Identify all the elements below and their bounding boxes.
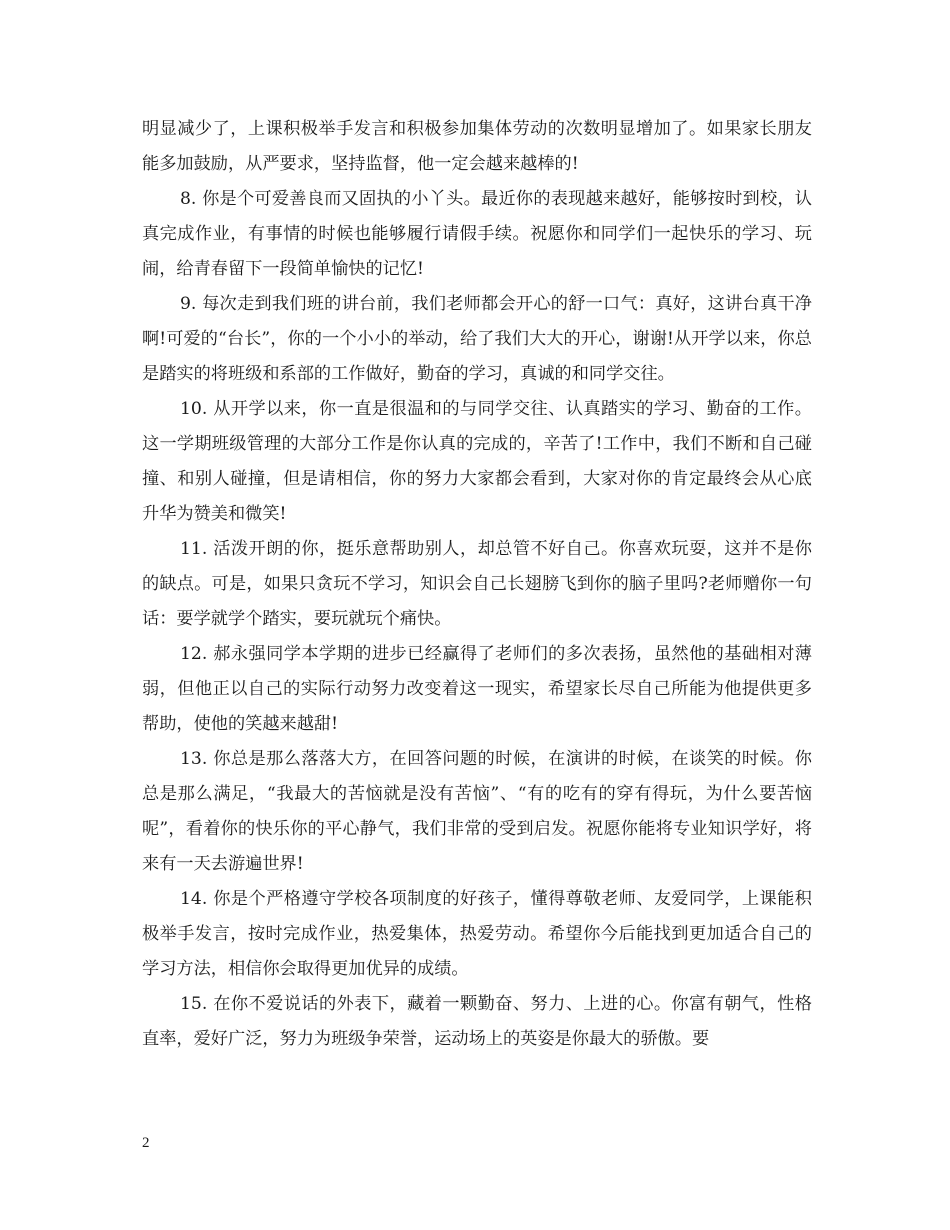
paragraph-comment-14: 14. 你是个严格遵守学校各项制度的好孩子，懂得尊敬老师、友爱同学，上课能积极举手发言，按时完成作业，热爱集体，热爱劳动。希望你今后能找到更加适合自己的学习方法，相信你会取得更加优异的成绩。 (142, 889, 812, 979)
paragraph-comment-8: 8. 你是个可爱善良而又固执的小丫头。最近你的表现越来越好，能够按时到校，认真完成作业，有事情的时候也能够履行请假手续。祝愿你和同学们一起快乐的学习、玩闹，给青春留下一段简单愉快的记忆! (142, 189, 812, 279)
paragraph-comment-9: 9. 每次走到我们班的讲台前，我们老师都会开心的舒一口气：真好，这讲台真干净啊!可爱的“台长”，你的一个小小的举动，给了我们大大的开心，谢谢!从开学以来，你总是踏实的将班级和系部的工作做好，勤奋的学习，真诚的和同学交往。 (142, 294, 812, 384)
page-number: 2 (142, 1135, 150, 1151)
paragraph-comment-15: 15. 在你不爱说话的外表下，藏着一颗勤奋、努力、上进的心。你富有朝气，性格直率，爱好广泛，努力为班级争荣誉，运动场上的英姿是你最大的骄傲。要 (142, 994, 812, 1049)
paragraph-comment-11: 11. 活泼开朗的你，挺乐意帮助别人，却总管不好自己。你喜欢玩耍，这并不是你的缺点。可是，如果只贪玩不学习，知识会自己长翅膀飞到你的脑子里吗?老师赠你一句话：要学就学个踏实，要玩就玩个痛快。 (142, 539, 812, 629)
paragraph-comment-10: 10. 从开学以来，你一直是很温和的与同学交往、认真踏实的学习、勤奋的工作。 这一学期班级管理的大部分工作是你认真的完成的，辛苦了!工作中，我们不断和自己碰撞、和别人碰撞，但是请相信，你的努力大家都会看到，大家对你的肯定最终会从心底升华为赞美和微笑! (142, 399, 812, 524)
document-body (142, 112, 812, 1057)
paragraph-continuation: 明显减少了，上课积极举手发言和积极参加集体劳动的次数明显增加了。如果家长朋友能多加鼓励，从严要求，坚持监督，他一定会越来越棒的! (142, 119, 812, 174)
paragraph-comment-12: 12. 郝永强同学本学期的进步已经赢得了老师们的多次表扬，虽然他的基础相对薄弱，但他正以自己的实际行动努力改变着这一现实，希望家长尽自己所能为他提供更多帮助，使他的笑越来越甜! (142, 644, 812, 734)
paragraph-comment-13: 13. 你总是那么落落大方，在回答问题的时候，在演讲的时候，在谈笑的时候。你总是那么满足，“我最大的苦恼就是没有苦恼”、“有的吃有的穿有得玩，为什么要苦恼呢”，看着你的快乐你的平心静气，我们非常的受到启发。祝愿你能将专业知识学好，将来有一天去游遍世界! (142, 749, 812, 874)
